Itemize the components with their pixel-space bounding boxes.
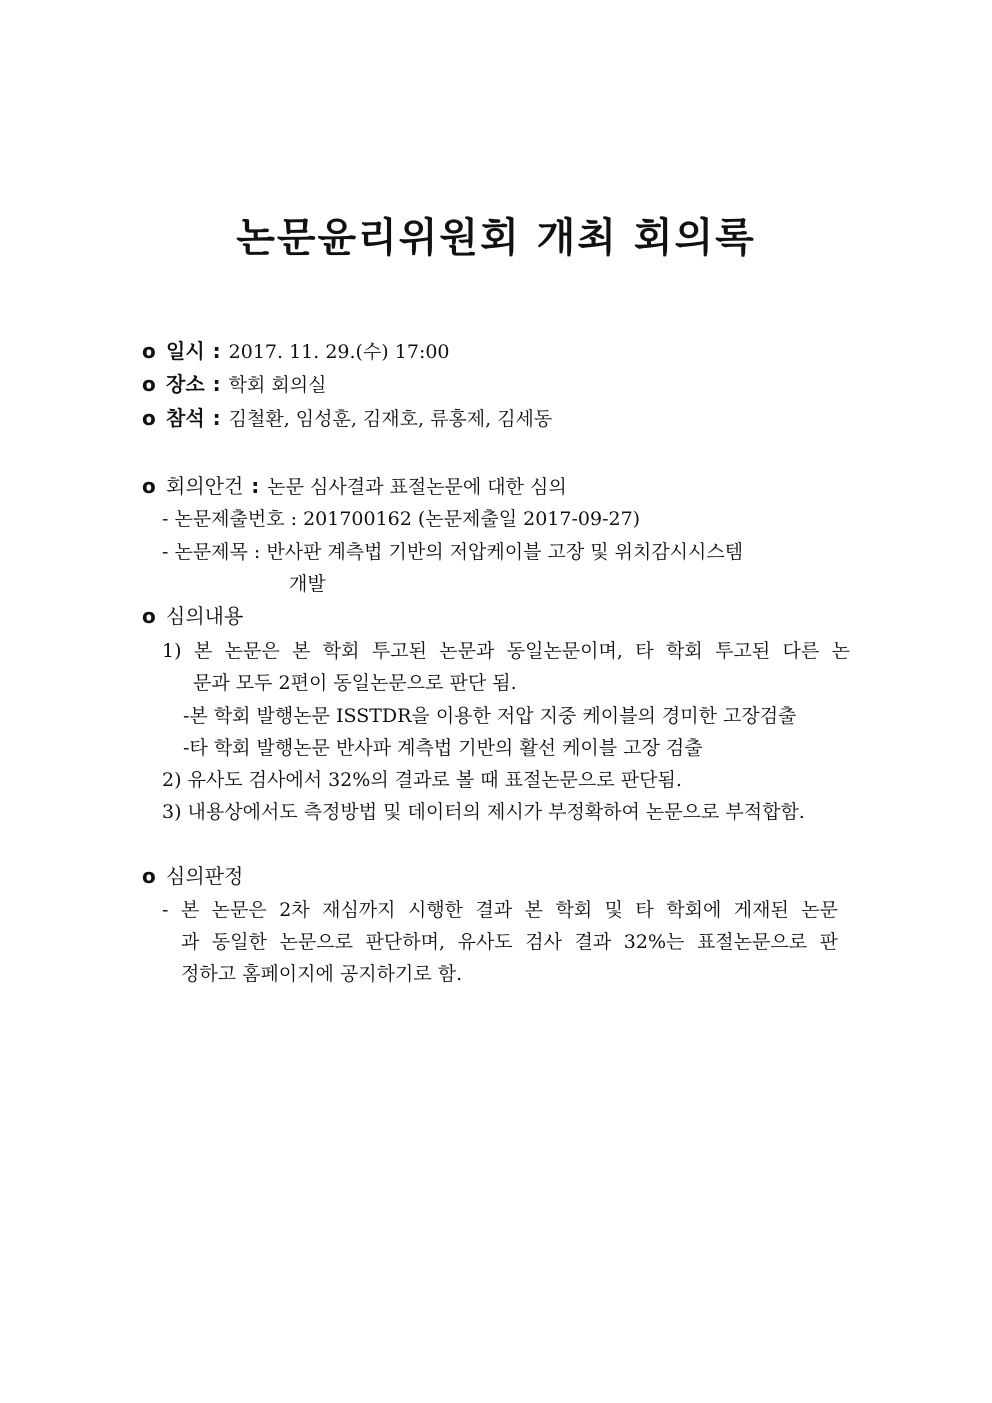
place-label: 장소 xyxy=(166,372,205,396)
bullet-icon: o xyxy=(142,406,156,430)
review-item-3: 3) 내용상에서도 측정방법 및 데이터의 제시가 부정확하여 논문으로 부적합함. xyxy=(162,801,805,823)
attendees-value: 김철환, 임성훈, 김재호, 류홍제, 김세동 xyxy=(228,408,553,430)
datetime-row xyxy=(142,336,450,367)
agenda-paper-title: - 논문제목 : 반사판 계측법 기반의 저압케이블 고장 및 위치감시시스템 xyxy=(162,541,744,563)
agenda-submission-no: - 논문제출번호 : 201700162 (논문제출일 2017-09-27) xyxy=(162,508,641,530)
datetime-label: 일시 xyxy=(166,339,205,363)
decision-label: 심의판정 xyxy=(166,864,244,888)
attendees-label: 참석 xyxy=(166,406,205,430)
review-row xyxy=(142,601,243,632)
review-item-1: 1) 본 논문은 본 학회 투고된 논문과 동일논문이며, 타 학회 투고된 다른 논 xyxy=(162,640,850,662)
decision-row xyxy=(142,861,243,892)
agenda-label: 회의안건 xyxy=(166,474,244,498)
review-item-2: 2) 유사도 검사에서 32%의 결과로 볼 때 표절논문으로 판단됨. xyxy=(162,769,682,791)
place-row xyxy=(142,369,326,400)
attendees-row xyxy=(142,403,552,434)
decision-line-2: 과 동일한 논문으로 판단하며, 유사도 검사 결과 32%는 표절논문으로 판 xyxy=(181,931,838,953)
bullet-icon: o xyxy=(142,339,156,363)
page-title: 논문윤리위원회 개최 회의록 xyxy=(236,215,756,261)
agenda-value: 논문 심사결과 표절논문에 대한 심의 xyxy=(267,476,567,498)
bullet-icon: o xyxy=(142,474,156,498)
review-item-1-sub-2: -타 학회 발행논문 반사파 계측법 기반의 활선 케이블 고장 검출 xyxy=(183,737,703,759)
agenda-paper-title-cont: 개발 xyxy=(289,573,326,595)
bullet-icon: o xyxy=(142,864,156,888)
place-value: 학회 회의실 xyxy=(228,374,327,396)
decision-line-3: 정하고 홈페이지에 공지하기로 함. xyxy=(181,963,463,985)
agenda-row xyxy=(142,471,567,502)
colon: : xyxy=(212,406,221,430)
datetime-value: 2017. 11. 29.(수) 17:00 xyxy=(228,341,450,363)
decision-line-1: - 본 논문은 2차 재심까지 시행한 결과 본 학회 및 타 학회에 게재된 논문 xyxy=(162,899,838,921)
colon: : xyxy=(212,372,221,396)
bullet-icon: o xyxy=(142,604,156,628)
review-label: 심의내용 xyxy=(166,604,244,628)
colon: : xyxy=(251,474,260,498)
review-item-1-sub-1: -본 학회 발행논문 ISSTDR을 이용한 저압 지중 케이블의 경미한 고장검출 xyxy=(183,705,797,727)
colon: : xyxy=(212,339,221,363)
review-item-1-cont: 문과 모두 2편이 동일논문으로 판단 됨. xyxy=(193,672,517,694)
bullet-icon: o xyxy=(142,372,156,396)
